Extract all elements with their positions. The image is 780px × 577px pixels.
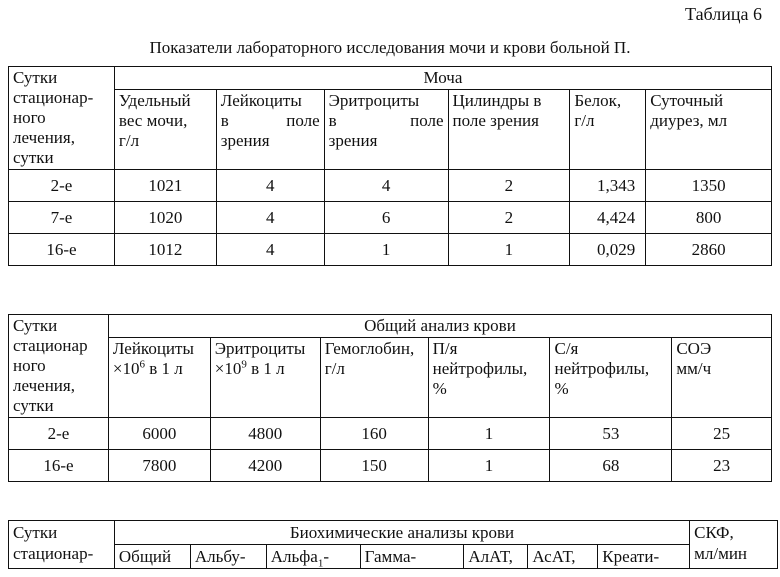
biochem-table xyxy=(8,520,778,569)
cell-cylinders: 2 xyxy=(448,170,570,202)
cell-erythrocytes: 6 xyxy=(324,202,448,234)
col-alpha1: Альфа$_1$- xyxy=(266,545,360,569)
cell-hemoglobin: 160 xyxy=(320,418,428,450)
cell-day: 16-е xyxy=(9,234,115,266)
urine-table xyxy=(8,66,772,266)
col-seg-neutrophils: С/я нейтрофилы, % xyxy=(550,338,672,418)
biochem-day-header: Сутки стационар- xyxy=(9,521,115,569)
col-protein: Белок, г/л xyxy=(570,90,646,170)
biochem-group-header: Биохимические анализы крови xyxy=(114,521,689,545)
col-esr: СОЭ мм/ч xyxy=(672,338,772,418)
cell-erythrocytes: 4800 xyxy=(210,418,320,450)
col-total: Общий xyxy=(114,545,190,569)
col-urine-leukocytes: Лейкоциты в поле зрения xyxy=(216,90,324,170)
table-caption: Показатели лабораторного исследования мочи и крови больной П. xyxy=(149,38,631,57)
col-hemoglobin: Гемоглобин, г/л xyxy=(320,338,428,418)
cell-cylinders: 2 xyxy=(448,202,570,234)
cell-leukocytes: 6000 xyxy=(108,418,210,450)
cell-diuresis: 2860 xyxy=(646,234,772,266)
col-specific-gravity: Удельный вес мочи, г/л xyxy=(114,90,216,170)
cell-leukocytes: 4 xyxy=(216,234,324,266)
table-number: Таблица 6 xyxy=(685,4,762,24)
table-row xyxy=(9,450,772,482)
table-row xyxy=(9,202,772,234)
urine-group-header: Моча xyxy=(114,67,771,90)
col-diuresis: Суточный диурез, мл xyxy=(646,90,772,170)
cell-erythrocytes: 1 xyxy=(324,234,448,266)
cell-diuresis: 1350 xyxy=(646,170,772,202)
blood-table xyxy=(8,314,772,482)
table-row xyxy=(9,234,772,266)
cell-seg-neutrophils: 68 xyxy=(550,450,672,482)
col-gfr: СКФ, мл/мин xyxy=(690,521,778,569)
blood-day-header: Сутки стационар ного лечения, сутки xyxy=(9,315,109,418)
col-creatinine: Креати- xyxy=(598,545,690,569)
table-row xyxy=(9,418,772,450)
cell-erythrocytes: 4 xyxy=(324,170,448,202)
cell-leukocytes: 7800 xyxy=(108,450,210,482)
cell-protein: 1,343 xyxy=(570,170,646,202)
cell-leukocytes: 4 xyxy=(216,202,324,234)
blood-group-header: Общий анализ крови xyxy=(108,315,771,338)
cell-protein: 4,424 xyxy=(570,202,646,234)
cell-leukocytes: 4 xyxy=(216,170,324,202)
cell-specific-gravity: 1021 xyxy=(114,170,216,202)
col-blood-erythrocytes: Эритроциты $\times 10^9$ в 1 л xyxy=(210,338,320,418)
cell-specific-gravity: 1020 xyxy=(114,202,216,234)
cell-erythrocytes: 4200 xyxy=(210,450,320,482)
cell-hemoglobin: 150 xyxy=(320,450,428,482)
cell-band-neutrophils: 1 xyxy=(428,450,550,482)
cell-protein: 0,029 xyxy=(570,234,646,266)
cell-esr: 23 xyxy=(672,450,772,482)
urine-day-header: Сутки стационар- ного лечения, сутки xyxy=(9,67,115,170)
cell-day: 16-е xyxy=(9,450,109,482)
cell-day: 2-е xyxy=(9,418,109,450)
table-row xyxy=(9,170,772,202)
col-blood-leukocytes: Лейкоциты $\times 10^6$ в 1 л xyxy=(108,338,210,418)
col-urine-erythrocytes: Эритроциты в поле зрения xyxy=(324,90,448,170)
cell-diuresis: 800 xyxy=(646,202,772,234)
cell-day: 2-е xyxy=(9,170,115,202)
col-gamma: Гамма- xyxy=(360,545,464,569)
cell-day: 7-е xyxy=(9,202,115,234)
col-band-neutrophils: П/я нейтрофилы, % xyxy=(428,338,550,418)
col-cylinders: Цилиндры в поле зрения xyxy=(448,90,570,170)
cell-seg-neutrophils: 53 xyxy=(550,418,672,450)
col-albumin: Альбу- xyxy=(190,545,266,569)
cell-cylinders: 1 xyxy=(448,234,570,266)
cell-band-neutrophils: 1 xyxy=(428,418,550,450)
col-alt: АлАТ, xyxy=(464,545,528,569)
col-ast: АсАТ, xyxy=(528,545,598,569)
cell-esr: 25 xyxy=(672,418,772,450)
cell-specific-gravity: 1012 xyxy=(114,234,216,266)
